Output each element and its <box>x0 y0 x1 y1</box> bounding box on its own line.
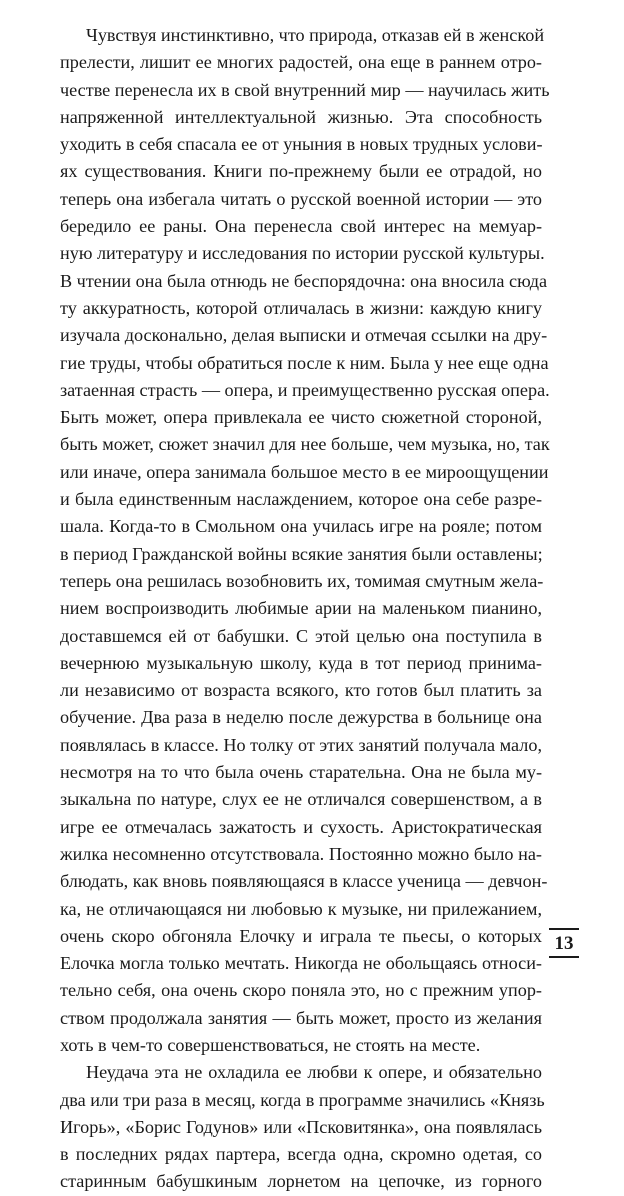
text-line: прелести, лишит ее многих радостей, она еще в раннем отро- <box>60 52 542 73</box>
paragraph-1 <box>60 22 550 1059</box>
text-line: несмотря на то что была очень старательна. Она не была му- <box>60 762 542 783</box>
text-line: нием воспроизводить любимые арии на маленьком пианино, <box>60 598 542 619</box>
page-number: 13 <box>554 932 574 954</box>
text-line: вечернюю музыкальную школу, куда в тот период принима- <box>60 652 542 673</box>
text-line: гие труды, чтобы обратиться после к ним. Была у нее еще одна <box>60 352 549 373</box>
text-line: бередило ее раны. Она перенесла свой интерес на мемуар- <box>60 216 542 237</box>
text-line: Игорь», «Борис Годунов» или «Псковитянка», она появлялась <box>60 1116 542 1137</box>
text-line: теперь она избегала читать о русской военной истории — это <box>60 188 542 209</box>
text-line: тельно себя, она очень скоро поняла это, но с прежним упор- <box>60 980 542 1001</box>
text-line: затаенная страсть — опера, и преимущественно русская опера. <box>60 379 550 400</box>
text-line: Неудача эта не охладила ее любви к опере, и обязательно <box>86 1062 542 1083</box>
text-line: Чувствуя инстинктивно, что природа, отказав ей в женской <box>86 25 545 45</box>
text-line: в последних рядах партера, всегда одна, скромно одетая, со <box>60 1144 542 1165</box>
text-line: ту аккуратность, которой отличалась в жизни: каждую книгу <box>60 297 542 318</box>
text-line: Быть может, опера привлекала ее чисто сюжетной стороной, <box>60 407 542 428</box>
text-line: хоть в чем-то совершенствоваться, не стоять на месте. <box>60 1034 481 1055</box>
text-line: В чтении она была отнюдь не беспорядочна: она вносила сюда <box>60 270 548 291</box>
text-line: доставшемся ей от бабушки. С этой целью она поступила в <box>60 625 542 646</box>
text-line: ством продолжала занятия — быть может, просто из желания <box>60 1007 542 1028</box>
page-number-box <box>549 928 579 958</box>
text-line: шала. Когда-то в Смольном она училась игре на рояле; потом <box>60 516 542 537</box>
text-line: уходить в себя спасала ее от уныния в новых трудных услови- <box>60 134 543 155</box>
text-line: жилка несомненно отсутствовала. Постоянно можно было на- <box>60 843 542 864</box>
text-line: игре ее отмечалась зажатость и сухость. Аристократическая <box>60 816 542 837</box>
body-text <box>60 22 550 1196</box>
text-line: ли независимо от возраста всякого, кто готов был платить за <box>60 680 542 701</box>
text-line: честве перенесла их в свой внутренний мир — научилась жить <box>60 79 550 100</box>
text-line: напряженной интеллектуальной жизнью. Эта способность <box>60 106 542 127</box>
text-line: и была единственным наслаждением, которое она себе разре- <box>60 489 542 510</box>
text-line: ную литературу и исследования по истории русской культуры. <box>60 243 545 264</box>
text-line: Елочка могла только мечтать. Никогда не обольщаясь относи- <box>60 953 542 974</box>
paragraph-2 <box>60 1059 545 1195</box>
text-line: или иначе, опера занимала большое место в ее мироощущении <box>60 461 549 482</box>
text-line: ях существования. Книги по-прежнему были ее отрадой, но <box>60 161 542 182</box>
text-line: теперь она решилась возобновить их, томимая смутным жела- <box>60 570 544 591</box>
text-line: старинным бабушкиным лорнетом на цепочке, из горного <box>60 1171 542 1192</box>
text-line: появлялась в классе. Но толку от этих занятий получала мало, <box>60 734 542 755</box>
text-line: очень скоро обгоняла Елочку и играла те пьесы, о которых <box>60 925 542 946</box>
text-line: быть может, сюжет значил для нее больше, чем музыка, но, так <box>60 434 550 455</box>
text-line: зыкальна по натуре, слух ее не отличался совершенством, а в <box>60 789 542 810</box>
text-line: блюдать, как вновь появляющаяся в классе ученица — девчон- <box>60 871 548 892</box>
text-line: изучала досконально, делая выписки и отмечая ссылки на дру- <box>60 325 548 346</box>
text-line: два или три раза в месяц, когда в программе значились «Князь <box>60 1089 545 1110</box>
text-line: в период Гражданской войны всякие занятия были оставлены; <box>60 543 543 564</box>
text-line: обучение. Два раза в неделю после дежурства в больнице она <box>60 707 542 728</box>
text-line: ка, не отличающаяся ни любовью к музыке, ни прилежанием, <box>60 898 542 919</box>
